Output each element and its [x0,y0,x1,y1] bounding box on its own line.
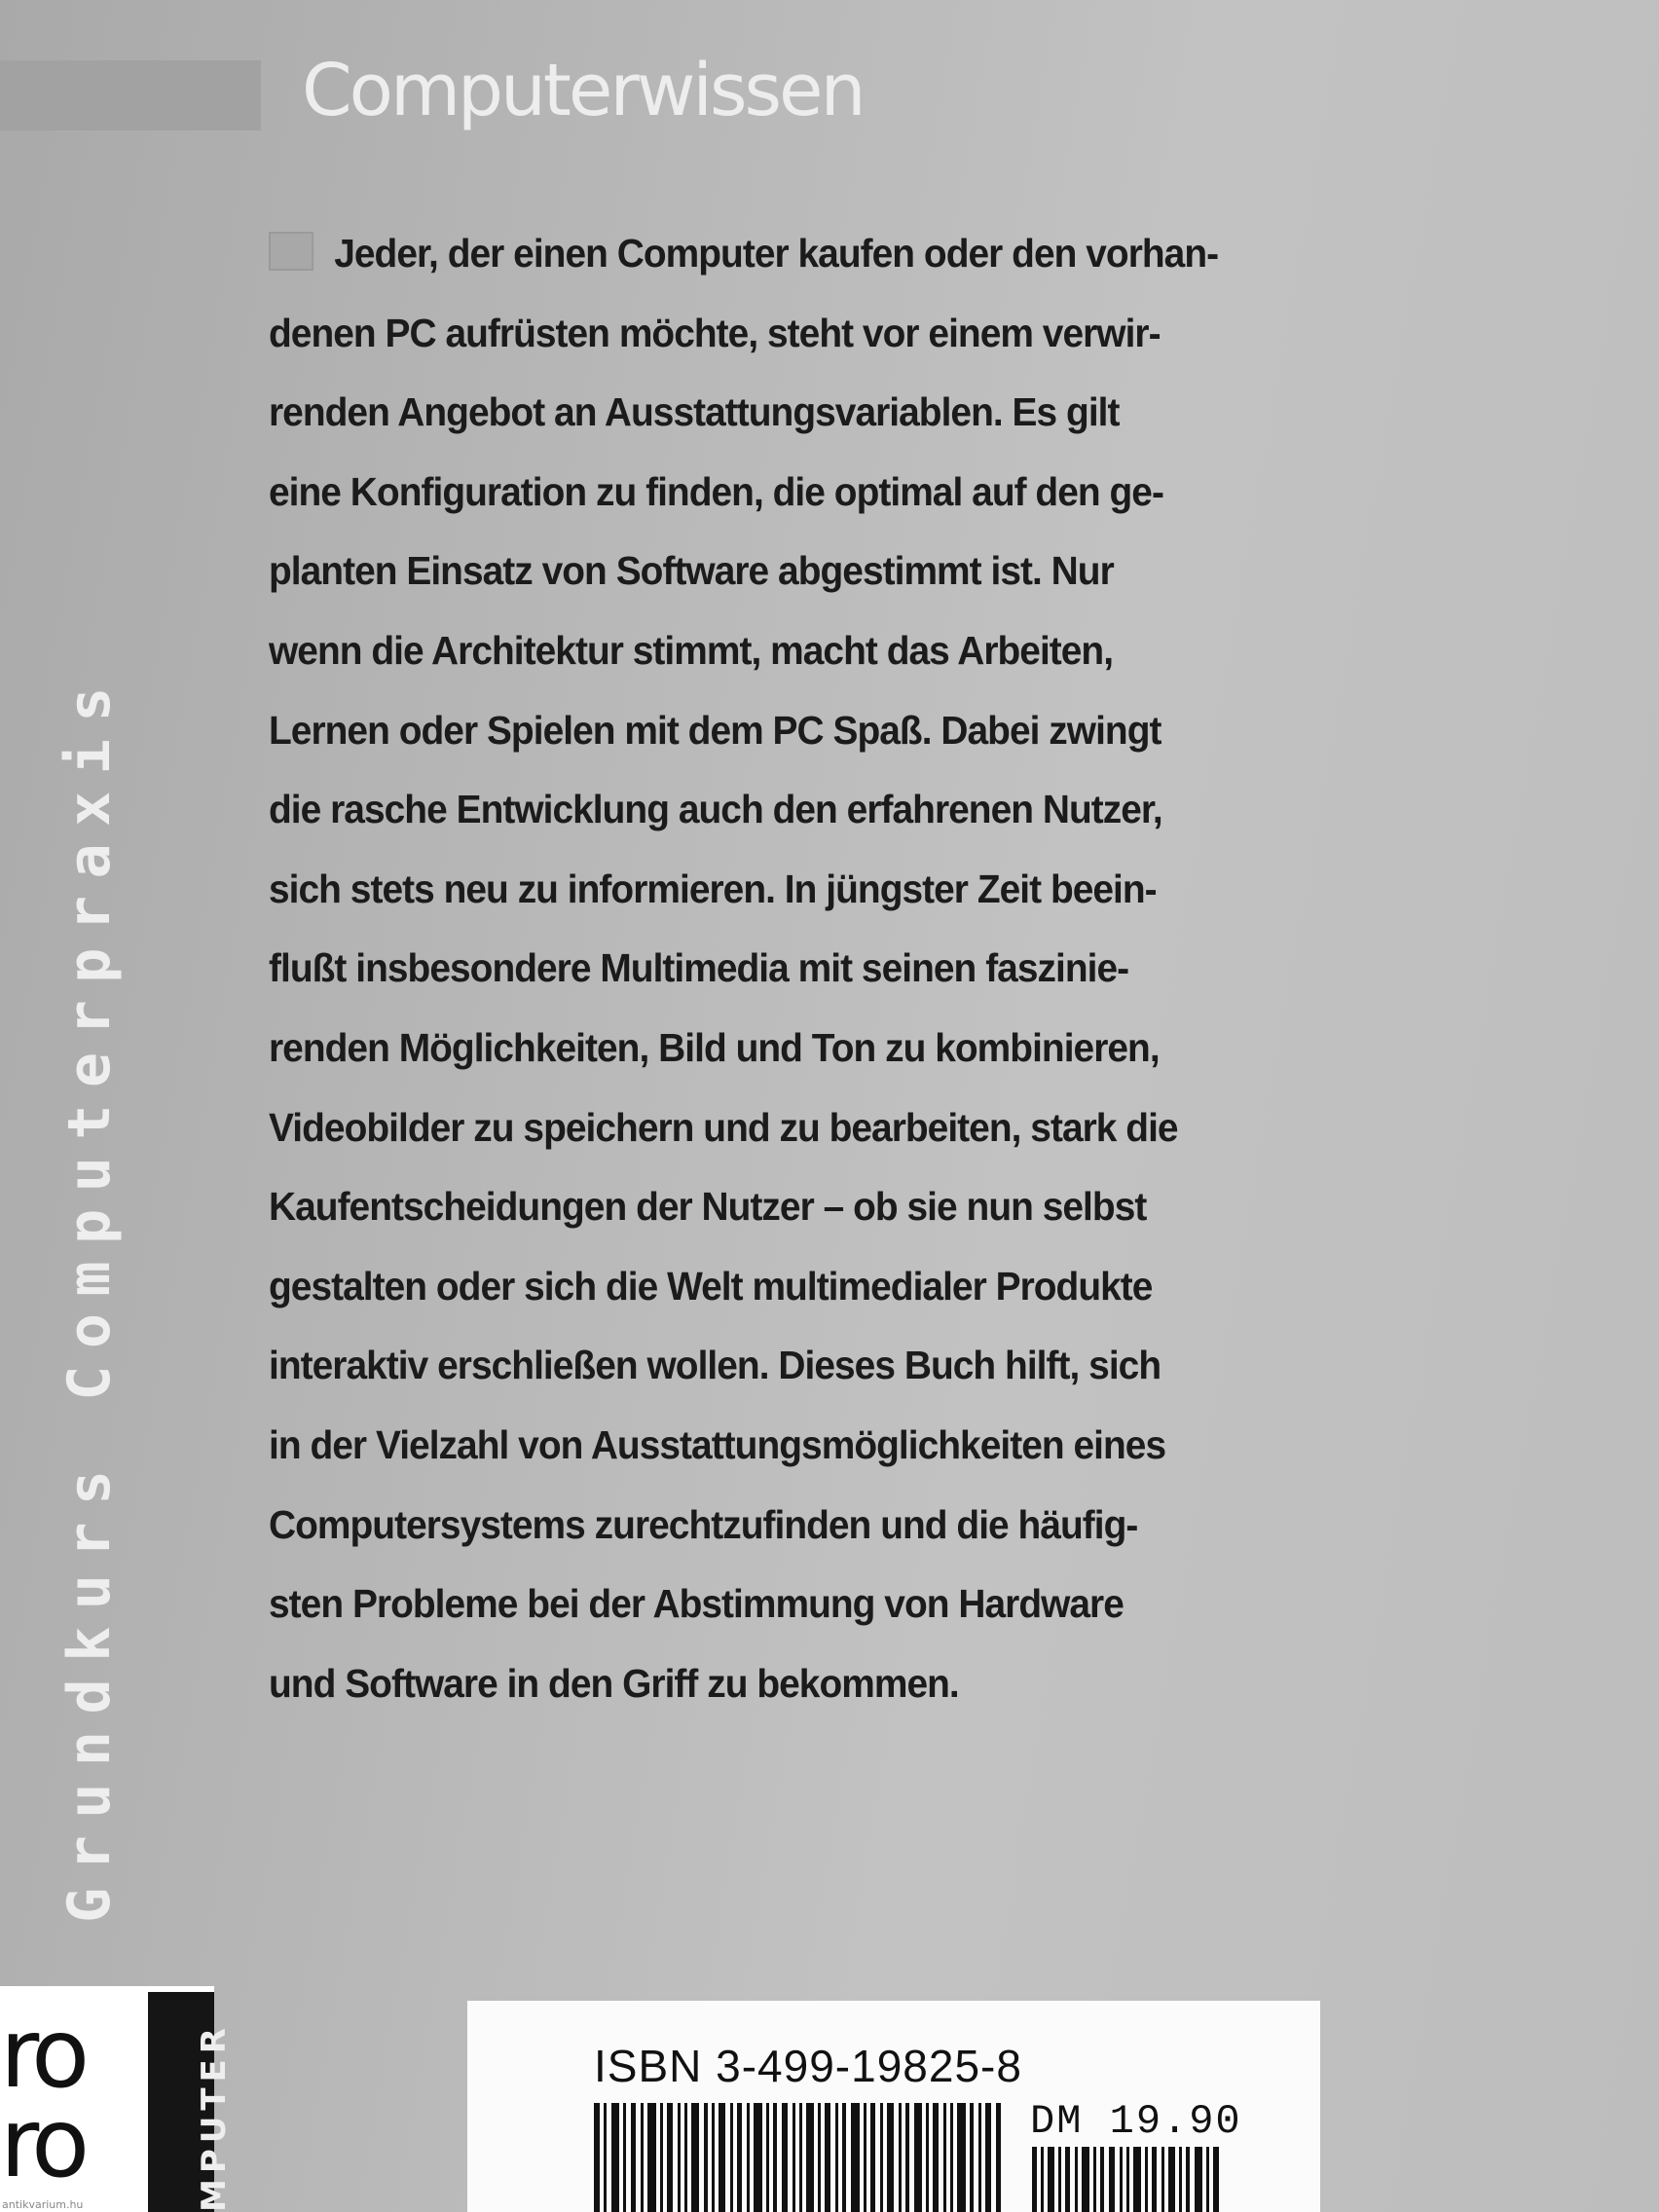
blurb-line: Computersystems zurechtzufinden und die häufig- [269,1501,1138,1547]
spine-series-name: Grundkurs Computerpraxis [55,670,124,1923]
logo-line-1: ro [0,1999,85,2110]
blurb-line: sten Probleme bei der Abstimmung von Hardware [269,1581,1124,1627]
blurb-line: Lernen oder Spielen mit dem PC Spaß. Dabei zwingt [269,707,1161,753]
blurb-line: renden Möglichkeiten, Bild und Ton zu kombinieren, [269,1024,1160,1070]
price: DM 19.90 [1030,2098,1242,2145]
corner-block [0,60,261,130]
blurb-line: in der Vielzahl von Ausstattungsmöglichkeiten eines [269,1421,1166,1467]
blurb-line: renden Angebot an Ausstattungsvariablen. Es gilt [269,389,1120,435]
blurb-line: Kaufentscheidungen der Nutzer – ob sie nun selbst [269,1184,1147,1230]
blurb-line: planten Einsatz von Software abgestimmt ist. Nur [269,548,1114,594]
logo-imprint-text: MPUTER [195,2022,234,2212]
blurb-line: wenn die Architektur stimmt, macht das Arbeiten, [269,627,1114,673]
blurb-paragraph [269,214,1325,1723]
blurb-line: denen PC aufrüsten möchte, steht vor einem verwir- [269,310,1161,355]
watermark: antikvarium.hu [2,2198,84,2211]
isbn-number: ISBN 3-499-19825-8 [594,2041,1022,2091]
blurb-line: Videobilder zu speichern und zu bearbeiten, stark die [269,1104,1178,1150]
publisher-logo [0,1986,214,2212]
blurb-line: interaktiv erschließen wollen. Dieses Buch hilft, sich [269,1343,1161,1388]
blurb-line: die rasche Entwicklung auch den erfahrenen Nutzer, [269,787,1162,832]
blurb-line: gestalten oder sich die Welt multimedialer Produkte [269,1263,1153,1309]
bullet-square-icon [269,232,313,271]
blurb-line: Jeder, der einen Computer kaufen oder den vorhan- [269,214,1325,294]
barcode-icon [594,2103,1003,2212]
logo-line-2: ro [0,2088,85,2199]
blurb-line: und Software in den Griff zu bekommen. [269,1660,959,1706]
blurb-line: flußt insbesondere Multimedia mit seinen faszinie- [269,945,1129,991]
series-title: Computerwissen [302,49,864,132]
price-barcode-icon [1032,2147,1227,2212]
blurb-line: sich stets neu zu informieren. In jüngster Zeit beein- [269,866,1157,911]
blurb-line: eine Konfiguration zu finden, die optimal auf den ge- [269,468,1163,514]
isbn-label [467,2001,1320,2212]
